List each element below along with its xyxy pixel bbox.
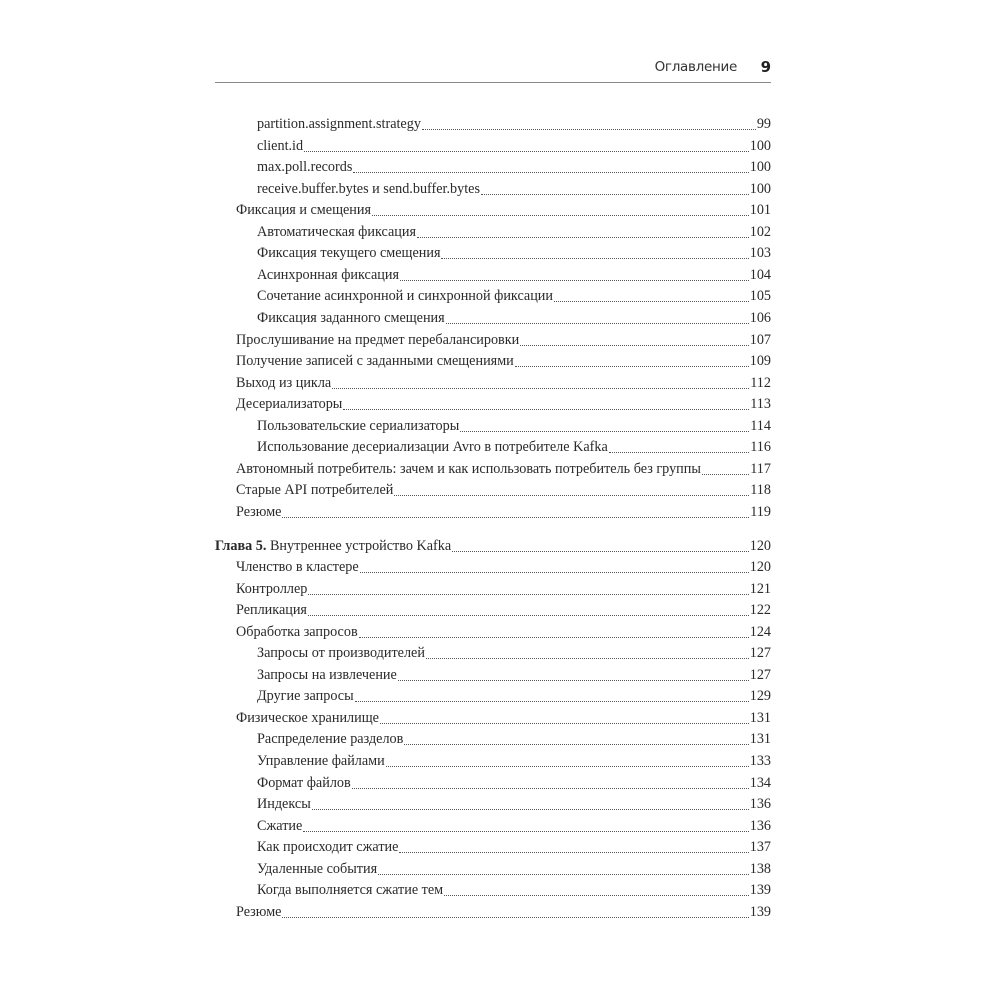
toc-entry-title <box>236 396 342 413</box>
toc-entry-text: Прослушивание на предмет перебалансировки <box>236 331 520 348</box>
toc-entry-title <box>257 288 553 305</box>
toc-entry-title <box>257 839 398 856</box>
toc-entry-text: Запросы от производителей <box>257 645 425 662</box>
toc-page-number: 102 <box>749 223 771 240</box>
toc-entry-text: receive.buffer.bytes и send.buffer.bytes <box>257 180 480 197</box>
toc-entry <box>257 245 771 266</box>
dot-leader <box>353 171 748 173</box>
dot-leader <box>312 808 749 810</box>
toc-entry-text: Фиксация заданного смещения <box>257 310 445 326</box>
toc-page-number: 136 <box>749 796 771 812</box>
toc-entry <box>257 818 771 839</box>
toc-entry-text: Распределение разделов <box>257 731 404 748</box>
toc-page-number: 103 <box>749 245 771 262</box>
toc-page-number: 112 <box>750 374 771 391</box>
toc-page-number: 118 <box>750 482 771 499</box>
toc-entry-text: Пользовательские сериализаторы <box>257 417 460 434</box>
toc-entry-text: client.id <box>257 137 304 154</box>
toc-page-number: 124 <box>749 623 771 640</box>
dot-leader <box>399 851 748 853</box>
dot-leader <box>308 593 748 595</box>
dot-leader <box>308 614 749 616</box>
toc-entry <box>257 224 771 245</box>
toc-entry-title <box>236 581 307 598</box>
toc-page-number: 100 <box>749 159 771 176</box>
toc-entry <box>236 482 771 503</box>
toc-page-number: 131 <box>749 731 771 748</box>
toc-entry-title <box>236 504 281 521</box>
toc-page-number: 117 <box>750 460 771 477</box>
toc-entry-title <box>257 731 403 748</box>
toc-entry-text: Удаленные события <box>257 860 378 877</box>
toc-entry <box>257 288 771 309</box>
dot-leader <box>400 279 749 281</box>
toc-page-number: 100 <box>749 137 771 154</box>
toc-chapter-entry <box>215 538 771 559</box>
toc-entry-title <box>236 461 701 478</box>
toc-entry <box>257 796 771 817</box>
toc-page-number: 104 <box>749 266 771 283</box>
dot-leader <box>515 365 749 367</box>
dot-leader <box>441 257 748 259</box>
toc-entry-title <box>257 245 440 262</box>
toc-entry-text: Другие запросы <box>257 688 354 705</box>
dot-leader <box>446 322 749 324</box>
toc-entry <box>257 667 771 688</box>
toc-entry <box>236 202 771 223</box>
toc-entry <box>236 375 771 396</box>
dot-leader <box>452 550 749 552</box>
dot-leader <box>520 344 748 346</box>
toc-entry-text: Автоматическая фиксация <box>257 223 416 240</box>
toc-entry-text: Использование десериализации Avro в потребителе Kafka <box>257 439 608 456</box>
toc-entry-title <box>257 418 459 435</box>
toc-page-number: 99 <box>756 116 771 132</box>
dot-leader <box>386 765 749 767</box>
toc-entry <box>257 181 771 202</box>
toc-entry-text: Фиксация текущего смещения <box>257 245 441 262</box>
toc-entry-title <box>236 559 359 576</box>
dot-leader <box>426 657 749 659</box>
toc-entry-text: Автономный потребитель: зачем и как использовать потребитель без группы <box>236 460 701 477</box>
toc-entry <box>257 861 771 882</box>
toc-entry <box>257 267 771 288</box>
toc-entry-text: Старые API потребителей <box>236 482 394 499</box>
toc-entry-title <box>236 482 393 499</box>
dot-leader <box>609 451 749 453</box>
dot-leader <box>352 787 749 789</box>
toc-page-number: 122 <box>749 602 771 619</box>
dot-leader <box>304 150 749 152</box>
toc-entry <box>236 710 771 731</box>
dot-leader <box>282 516 749 518</box>
toc-entry-title <box>257 310 445 327</box>
toc-entry-title <box>257 439 608 456</box>
toc-entry-text: Выход из цикла <box>236 374 332 391</box>
toc-entry-text: Резюме <box>236 903 282 920</box>
toc-entry-title <box>257 138 303 155</box>
toc-entry-text: Контроллер <box>236 580 308 597</box>
toc-entry-title <box>257 775 351 792</box>
toc-entry <box>257 439 771 460</box>
toc-entry <box>236 559 771 580</box>
toc-entry <box>257 688 771 709</box>
toc-entry <box>257 116 771 137</box>
dot-leader <box>380 722 749 724</box>
toc-entry-title <box>257 181 480 198</box>
toc-entry-title <box>236 624 358 641</box>
toc-entry-title <box>236 332 519 349</box>
toc-entry-text: Физическое хранилище <box>236 709 379 726</box>
toc-entry-title <box>257 796 311 813</box>
toc-entry-title <box>257 753 385 770</box>
toc-entry-title <box>236 710 379 727</box>
running-head <box>215 58 771 80</box>
toc-entry-text: Репликация <box>236 602 307 619</box>
toc-entry-text: Когда выполняется сжатие тем <box>257 882 444 899</box>
toc-entry <box>257 731 771 752</box>
toc-entry <box>257 310 771 331</box>
dot-leader <box>481 193 749 195</box>
running-head-title: Оглавление <box>654 59 737 75</box>
header-rule <box>215 82 771 83</box>
toc-entry-title <box>236 904 281 921</box>
chapter-prefix: Глава 5. <box>215 537 267 554</box>
toc-page-number: 127 <box>749 645 771 662</box>
dot-leader <box>372 214 749 216</box>
toc-entry <box>257 645 771 666</box>
toc-page-number: 119 <box>750 503 771 520</box>
toc-page-number: 121 <box>749 580 771 597</box>
toc-entry-title <box>257 645 425 662</box>
page-number: 9 <box>760 58 771 76</box>
toc-entry-title <box>257 688 354 705</box>
toc-page-number: 106 <box>749 310 771 326</box>
toc-page-number: 139 <box>749 882 771 899</box>
dot-leader <box>398 679 749 681</box>
dot-leader <box>554 300 749 302</box>
toc-entry-text: Получение записей с заданными смещениями <box>236 353 514 370</box>
toc-page-number: 131 <box>749 709 771 726</box>
dot-leader <box>404 743 748 745</box>
toc-entry-title <box>257 882 443 899</box>
toc-entry <box>236 396 771 417</box>
toc-entry <box>257 138 771 159</box>
dot-leader <box>343 408 749 410</box>
toc-page-number: 134 <box>749 774 771 791</box>
toc-entry <box>236 461 771 482</box>
toc-entry-title <box>257 116 421 133</box>
dot-leader <box>394 494 749 496</box>
toc-entry-text: Фиксация и смещения <box>236 202 372 219</box>
toc-page-number: 138 <box>749 860 771 877</box>
toc-entry-text: Асинхронная фиксация <box>257 266 400 283</box>
toc-entry <box>236 624 771 645</box>
toc-page-number: 101 <box>749 202 771 219</box>
toc-entry <box>236 504 771 525</box>
toc-entry-text: Сочетание асинхронной и синхронной фиксации <box>257 288 553 305</box>
toc-page-number: 114 <box>750 417 771 434</box>
toc-entry-text: Управление файлами <box>257 752 385 769</box>
dot-leader <box>702 473 749 475</box>
toc-page-number: 129 <box>749 688 771 705</box>
toc-page-number: 133 <box>749 752 771 769</box>
toc-entry-text: Десериализаторы <box>236 396 343 413</box>
toc-page-number: 127 <box>749 666 771 683</box>
toc-page-number: 107 <box>749 331 771 348</box>
toc-entry-title <box>236 353 514 370</box>
toc-entry-title <box>257 224 416 241</box>
toc-entry <box>257 775 771 796</box>
toc-page-number: 116 <box>750 439 771 456</box>
dot-leader <box>332 387 749 389</box>
toc-page-number: 139 <box>749 903 771 920</box>
toc-entry-text: Внутреннее устройство Kafka <box>269 537 452 554</box>
toc-entry-title <box>236 602 307 619</box>
toc-page-number: 137 <box>749 839 771 856</box>
toc-entry-text: Индексы <box>257 796 311 812</box>
toc-entry-title <box>215 538 451 555</box>
toc-entry-title <box>257 818 302 835</box>
toc-entry-text: Обработка запросов <box>236 623 358 640</box>
dot-leader <box>422 128 756 130</box>
toc-page-number: 136 <box>749 817 771 834</box>
toc-entry-text: partition.assignment.strategy <box>257 116 421 132</box>
toc-entry-title <box>236 375 331 392</box>
toc-page-number: 100 <box>749 180 771 197</box>
toc-entry-text: Резюме <box>236 503 282 520</box>
toc-entry-text: Сжатие <box>257 817 303 834</box>
toc-entry-text: Членство в кластере <box>236 559 359 575</box>
toc-entry-title <box>257 267 399 284</box>
dot-leader <box>359 636 749 638</box>
toc-entry <box>257 839 771 860</box>
toc-page-number: 120 <box>749 537 771 554</box>
toc-page-number: 113 <box>750 396 771 413</box>
dot-leader <box>444 894 749 896</box>
dot-leader <box>282 916 748 918</box>
toc-entry-text: Как происходит сжатие <box>257 839 399 856</box>
toc-entry-text: max.poll.records <box>257 159 353 176</box>
toc-page-number: 105 <box>749 288 771 305</box>
toc-entry <box>236 332 771 353</box>
toc-page-number: 109 <box>749 353 771 370</box>
dot-leader <box>378 873 749 875</box>
toc-entry-title <box>257 861 377 878</box>
toc-entry <box>236 602 771 623</box>
toc-entry-text: Формат файлов <box>257 774 351 791</box>
toc-entry <box>257 418 771 439</box>
toc-entry <box>257 753 771 774</box>
toc-entry <box>257 882 771 903</box>
toc-entry <box>236 904 771 925</box>
dot-leader <box>360 571 749 573</box>
dot-leader <box>303 830 748 832</box>
toc-entry-title <box>257 667 397 684</box>
toc-entry-title <box>236 202 371 219</box>
dot-leader <box>417 236 749 238</box>
dot-leader <box>460 430 749 432</box>
toc-entry <box>236 581 771 602</box>
toc-page-number: 120 <box>749 559 771 575</box>
toc-entry <box>257 159 771 180</box>
toc-entry-title <box>257 159 352 176</box>
toc-entry <box>236 353 771 374</box>
toc-entry-text: Запросы на извлечение <box>257 666 397 683</box>
dot-leader <box>355 700 749 702</box>
